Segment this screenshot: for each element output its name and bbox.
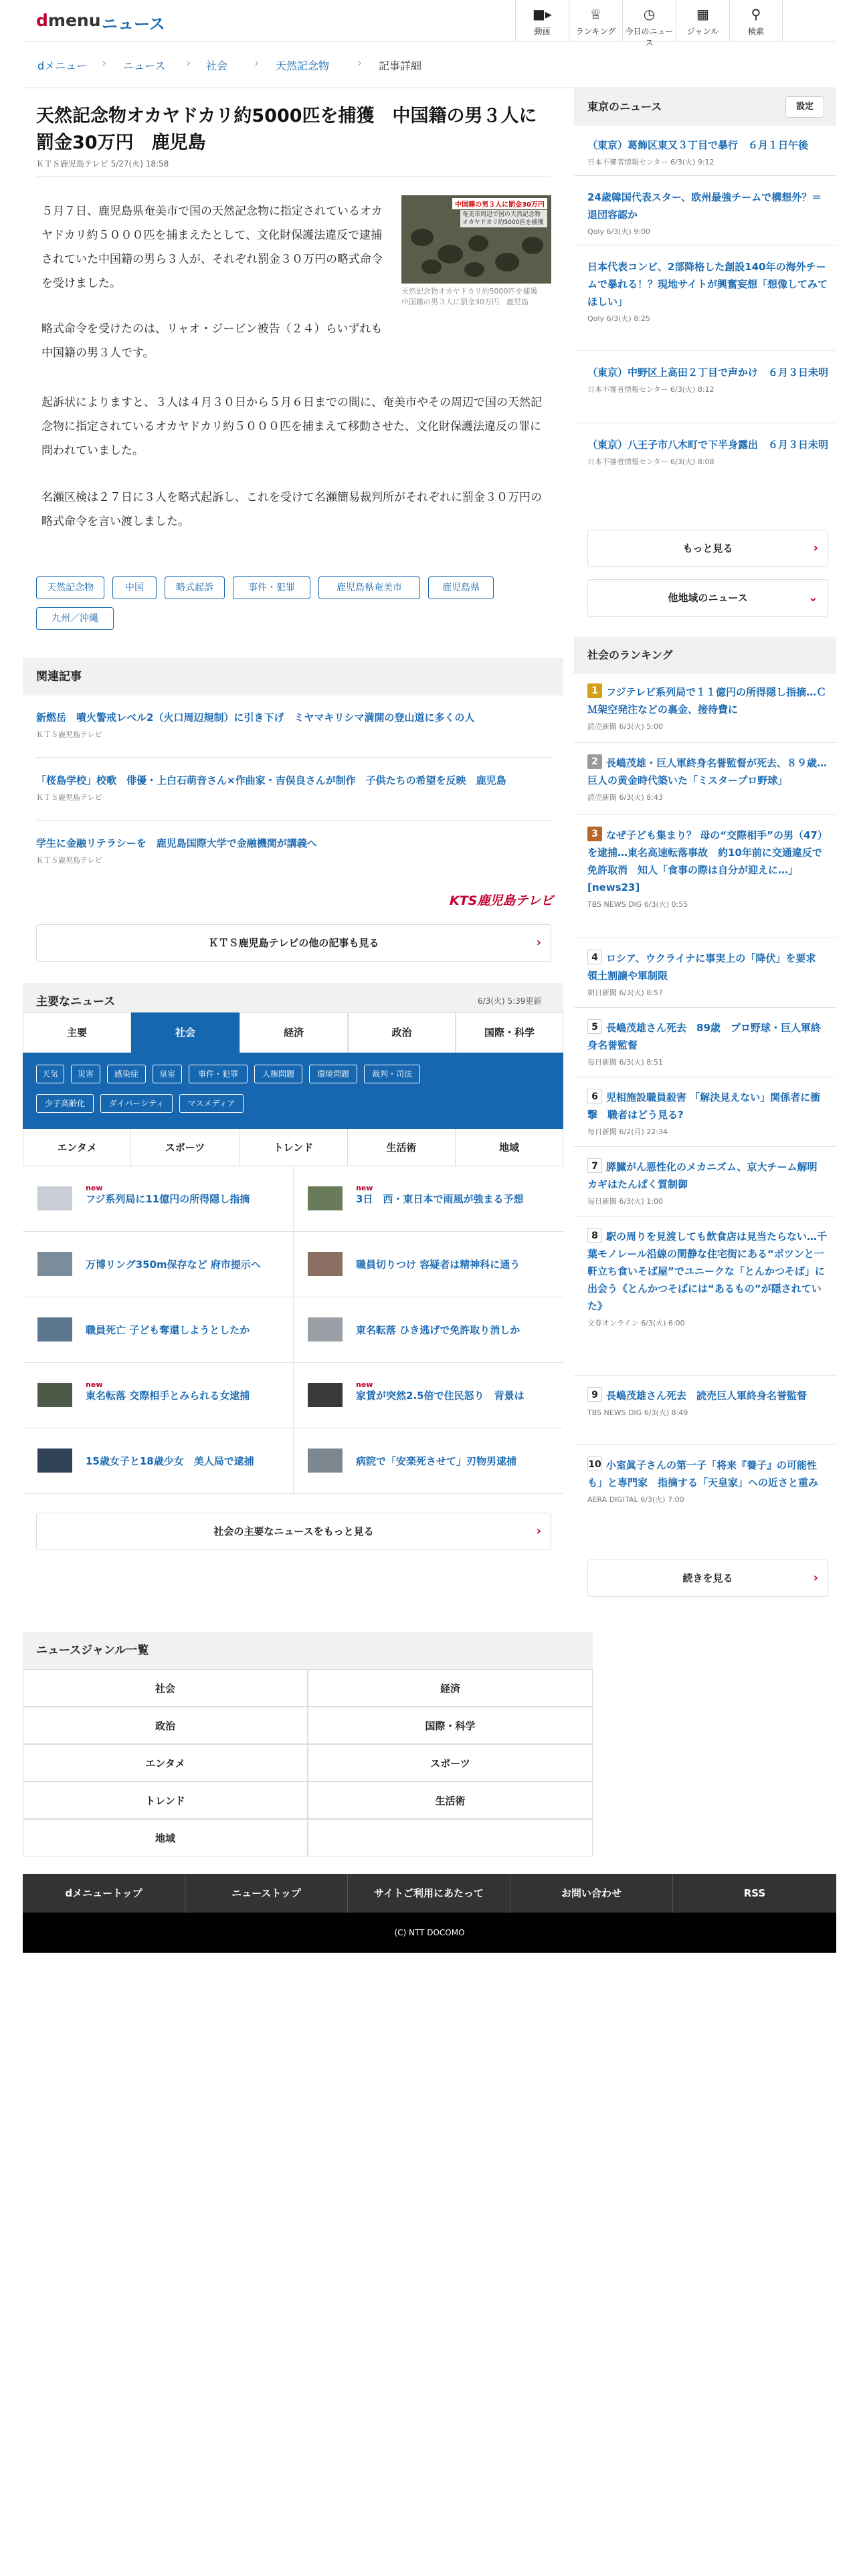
- article-photo[interactable]: [401, 195, 551, 284]
- divider: [574, 175, 836, 176]
- nav-search[interactable]: ⚲ 検索: [729, 0, 783, 41]
- article-title: 天然記念物オカヤドカリ約5000匹を捕獲 中国籍の男３人に罰金30万円 鹿児島: [36, 106, 537, 153]
- tab-main[interactable]: 主要: [23, 1012, 131, 1053]
- news-thumbnail: [308, 1317, 343, 1341]
- photo-shell: [495, 253, 519, 272]
- news-item[interactable]: new フジ系列局に11億円の所得隠し指摘: [23, 1166, 293, 1232]
- tab-entertainment[interactable]: エンタメ: [23, 1129, 131, 1166]
- news-thumbnail: [308, 1383, 343, 1407]
- nav-genre[interactable]: ▦ ジャンル: [676, 0, 729, 41]
- genre-entertainment[interactable]: エンタメ: [23, 1744, 308, 1782]
- trophy-icon: ♕: [589, 6, 602, 22]
- tokyo-news-item[interactable]: 日本代表コンビ、2部降格した創設140年の海外チームで暴れる！？現地サイトが興奮妄想「想像してみてほしい」 Qoly 6/3(火) 8:25: [587, 261, 828, 323]
- major-news-updated: 6/3(火) 5:39更新: [478, 996, 542, 1006]
- kts-logo: KTS鹿児島テレビ: [450, 893, 553, 908]
- photo-shell: [468, 235, 488, 251]
- ranking-item[interactable]: 5 長嶋茂雄さん死去 89歳 プロ野球・巨人軍終身名誉監督 毎日新聞 6/3(火) 8:51: [587, 1019, 830, 1067]
- chevron-right-icon: ›: [813, 1571, 818, 1585]
- photo-overlay-subtitle: 奄美市周辺で国の天然記念物オカヤドカリ約5000匹を捕獲: [460, 210, 547, 227]
- chip-imperial[interactable]: 皇室: [153, 1065, 182, 1083]
- related-item[interactable]: 新燃岳 噴火警戒レベル2（火口周辺規制）に引き下げ ミヤマキリシマ満開の登山道に多くの人 ＫＴＳ鹿児島テレビ: [36, 712, 475, 739]
- genre-economy[interactable]: 経済: [308, 1669, 593, 1707]
- dmenu-logo[interactable]: dmenu: [36, 11, 101, 30]
- news-item[interactable]: new 家賃が突然2.5倍で住民怒り 背景は: [293, 1363, 563, 1428]
- tag-china[interactable]: 中国: [112, 576, 157, 599]
- chevron-right-icon: ›: [357, 56, 363, 70]
- genre-list-heading: ニュースジャンル一覧: [23, 1632, 593, 1669]
- copyright: (C) NTT DOCOMO: [23, 1913, 836, 1953]
- tag-crime[interactable]: 事件・犯罪: [233, 576, 310, 599]
- genre-empty: [308, 1819, 593, 1856]
- chip-infection[interactable]: 感染症: [107, 1065, 146, 1083]
- news-thumbnail: [308, 1448, 343, 1473]
- photo-caption: 天然記念物オカヤドカリ約5000匹を捕獲 中国籍の男３人に罰金30万円 鹿児島: [401, 287, 545, 306]
- rank-number: 5: [587, 1019, 602, 1034]
- tokyo-more-button[interactable]: もっと見る ›: [587, 530, 828, 567]
- clock-icon: ◷: [643, 6, 656, 22]
- breadcrumb-current: 記事詳細: [379, 60, 422, 72]
- ranking-item[interactable]: 3 なぜ子ども集まり？ 母の“交際相手”の男（47）を逮捕…東名高速転落事故 約10年前に交通違反で免許取消 知人「食事の際は自分が迎えに…」[news23] TBS NEWS DIG 6/3(火) 0:55: [587, 827, 830, 909]
- breadcrumb-natural-monument[interactable]: 天然記念物: [276, 60, 330, 72]
- news-item[interactable]: 東名転落 ひき逃げで免許取り消しか: [293, 1297, 563, 1363]
- footer-rss[interactable]: RSS: [743, 1887, 766, 1899]
- chip-mass-media[interactable]: マスメディア: [179, 1094, 244, 1113]
- news-item[interactable]: 15歳女子と18歳少女 美人局で逮捕: [23, 1428, 293, 1494]
- other-region-dropdown[interactable]: 他地域のニュース ⌄: [587, 579, 828, 617]
- ranking-more-button[interactable]: 続きを見る ›: [587, 1560, 828, 1597]
- more-from-kts-button[interactable]: ＫＴＳ鹿児島テレビの他の記事も見る ›: [36, 924, 551, 962]
- chevron-right-icon: ›: [536, 936, 541, 950]
- related-item[interactable]: 学生に金融リテラシーを 鹿児島国際大学で金融機関が講義へ ＫＴＳ鹿児島テレビ: [36, 837, 317, 865]
- news-thumbnail: [308, 1252, 343, 1276]
- tab-society[interactable]: 社会: [131, 1012, 240, 1053]
- chip-crime[interactable]: 事件・犯罪: [189, 1065, 248, 1083]
- rank-number: 6: [587, 1089, 602, 1103]
- photo-shell: [464, 262, 484, 277]
- breadcrumb: [23, 41, 836, 88]
- rank-number: 1: [587, 683, 602, 698]
- chevron-right-icon: ›: [813, 541, 818, 555]
- tag-amami[interactable]: 鹿児島県奄美市: [318, 576, 420, 599]
- tab-politics[interactable]: 政治: [348, 1012, 456, 1053]
- photo-shell: [438, 245, 463, 263]
- chevron-right-icon: ›: [102, 56, 107, 70]
- rank-number: 10: [587, 1457, 602, 1471]
- divider: [574, 1375, 836, 1376]
- tag-kyushu-okinawa[interactable]: 九州／沖縄: [36, 607, 114, 630]
- genre-sports[interactable]: スポーツ: [308, 1744, 593, 1782]
- tokyo-news-item[interactable]: （東京）中野区上高田２丁目で声かけ ６月３日未明 日本不審者情報センター 6/3(火) 8:12: [587, 366, 829, 394]
- rank-number: 9: [587, 1387, 602, 1402]
- article-paragraph: 名瀬区検は２７日に３人を略式起訴し、これを受けて名瀬簡易裁判所がそれぞれに罰金３０万円の略式命令を言い渡しました。: [41, 491, 542, 528]
- chip-aging[interactable]: 少子高齢化: [36, 1094, 94, 1113]
- tokyo-news-item[interactable]: （東京）葛飾区東又３丁目で暴行 ６月１日午後 日本不審者情報センター 6/3(火) 9:12: [587, 139, 809, 167]
- footer-nav: [23, 1874, 836, 1913]
- footer-dmenu-top[interactable]: dメニュートップ: [23, 1874, 185, 1913]
- genre-region[interactable]: 地域: [23, 1819, 308, 1856]
- news-item[interactable]: 万博リング350m保存など 府市提示へ: [23, 1232, 293, 1297]
- video-camera-icon: ■▸: [533, 6, 552, 22]
- breadcrumb-society[interactable]: 社会: [206, 60, 228, 72]
- divider: [574, 1444, 836, 1445]
- chevron-right-icon: ›: [186, 56, 191, 70]
- chevron-down-icon: ⌄: [807, 591, 818, 605]
- chip-human-rights[interactable]: 人権問題: [254, 1065, 302, 1083]
- search-icon: ⚲: [751, 6, 761, 22]
- news-item[interactable]: 病院で「安楽死させて」刃物男逮捕: [293, 1428, 563, 1494]
- footer-terms[interactable]: サイトご利用にあたって: [348, 1874, 510, 1913]
- news-thumbnail: [37, 1252, 72, 1276]
- ranking-item[interactable]: 9 長嶋茂雄さん死去 読売巨人軍終身名誉監督 TBS NEWS DIG 6/3(火) 8:49: [587, 1387, 830, 1418]
- genre-international[interactable]: 国際・科学: [308, 1707, 593, 1744]
- new-badge: new: [356, 1380, 373, 1389]
- tag-kagoshima[interactable]: 鹿児島県: [428, 576, 494, 599]
- related-item[interactable]: 「桜島学校」校歌 俳優・上白石萌音さん×作曲家・吉俣良さんが制作 子供たちの希望を反映 鹿児島 ＫＴＳ鹿児島テレビ: [36, 774, 506, 802]
- tag-summary-indictment[interactable]: 略式起訴: [165, 576, 225, 599]
- tab-trend[interactable]: トレンド: [240, 1129, 348, 1166]
- news-item[interactable]: new 3日 西・東日本で雨風が強まる予想: [293, 1166, 563, 1232]
- article-paragraph: 略式命令を受けたのは、リャオ・ジービン被告（２４）らいずれも中国籍の男３人です。: [41, 322, 383, 360]
- ranking-item[interactable]: 10 小室眞子さんの第一子「将来『養子』の可能性も」と専門家 指摘する「天皇家」への近さと重み AERA DIGITAL 6/3(火) 7:00: [587, 1457, 830, 1505]
- news-item[interactable]: 職員切りつけ 容疑者は精神科に通う: [293, 1232, 563, 1297]
- chip-weather[interactable]: 天気: [36, 1065, 64, 1083]
- news-thumbnail: [37, 1448, 72, 1473]
- new-badge: new: [86, 1184, 103, 1192]
- news-thumbnail: [37, 1186, 72, 1210]
- chevron-right-icon: ›: [254, 56, 260, 70]
- ranking-heading: 社会のランキング: [574, 637, 836, 674]
- divider: [36, 757, 551, 758]
- rank-number: 3: [587, 827, 602, 841]
- genre-trend[interactable]: トレンド: [23, 1782, 308, 1819]
- new-badge: new: [356, 1184, 373, 1192]
- more-society-news-button[interactable]: 社会の主要なニュースをもっと見る ›: [36, 1513, 551, 1550]
- article-paragraph: ５月７日、鹿児島県奄美市で国の天然記念物に指定されているオカヤドカリ約５０００匹を捕まえたとして、文化財保護法違反で逮捕されていた中国籍の男ら３人が、それぞれ罰金３０万円の略式命令を受けました。: [41, 205, 383, 290]
- related-heading: 関連記事: [23, 658, 563, 695]
- divider: [36, 820, 551, 821]
- footer-contact[interactable]: お問い合わせ: [510, 1874, 673, 1913]
- photo-shell: [421, 259, 442, 274]
- rank-number: 7: [587, 1158, 602, 1173]
- news-thumbnail: [37, 1383, 72, 1407]
- major-news-heading: 主要なニュース: [23, 983, 563, 1021]
- genre-politics[interactable]: 政治: [23, 1707, 308, 1744]
- footer-news-top[interactable]: ニューストップ: [185, 1874, 348, 1913]
- chip-environment[interactable]: 環境問題: [309, 1065, 357, 1083]
- page: [23, 0, 836, 2576]
- photo-shell: [522, 237, 543, 254]
- society-subtopics: [23, 1053, 563, 1129]
- article-paragraph: 起訴状によりますと、３人は４月３０日から５月６日までの間に、奄美市やその周辺で国の天然記念物に指定されているオカヤドカリ約５０００匹を捕まえて移動させた、文化財保護法違反の罪に問われていました。: [41, 396, 542, 457]
- ranking-item[interactable]: 2 長嶋茂雄・巨人軍終身名誉監督が死去、８９歳…巨人の黄金時代築いた「ミスタープロ野球」 読売新聞 6/3(火) 8:43: [587, 754, 830, 802]
- tokyo-news-heading: 東京のニュース 設定: [574, 88, 836, 126]
- tag-natural-monument[interactable]: 天然記念物: [36, 576, 104, 599]
- nav-today[interactable]: ◷ 今日のニュース: [622, 0, 676, 41]
- site-header: [23, 0, 836, 47]
- news-item[interactable]: 職員死亡 子ども奪還しようとしたか: [23, 1297, 293, 1363]
- news-item[interactable]: new 東名転落 交際相手とみられる女逮捕: [23, 1363, 293, 1428]
- genre-society[interactable]: 社会: [23, 1669, 308, 1707]
- ranking-item[interactable]: 6 児相施設職員殺害 「解決見えない」関係者に衝撃 職者はどう見る? 毎日新聞 6/2(月) 22:34: [587, 1089, 830, 1137]
- photo-shell: [411, 229, 434, 246]
- tab-lifestyle[interactable]: 生活術: [348, 1129, 456, 1166]
- tab-international[interactable]: 国際・科学: [456, 1012, 563, 1053]
- tokyo-news-item[interactable]: （東京）八王子市八木町で下半身露出 ６月３日未明 日本不審者情報センター 6/3(火) 8:08: [587, 439, 829, 466]
- chip-disaster[interactable]: 災害: [71, 1065, 100, 1083]
- photo-overlay-headline: 中国籍の男３人に罰金30万円: [452, 198, 547, 209]
- rank-number: 4: [587, 950, 602, 964]
- settings-button[interactable]: 設定: [785, 96, 824, 118]
- rank-number: 2: [587, 754, 602, 769]
- divider: [574, 742, 836, 743]
- ranking-item[interactable]: 7 膵臓がん悪性化のメカニズム、京大チーム解明 カギはたんぱく質制御 毎日新聞 6/3(火) 1:00: [587, 1158, 830, 1206]
- news-section-title[interactable]: ニュース: [102, 15, 165, 33]
- breadcrumb-dmenu[interactable]: dメニュー: [37, 60, 88, 72]
- news-thumbnail: [308, 1186, 343, 1210]
- new-badge: new: [86, 1380, 103, 1389]
- article-source: ＫＴＳ鹿児島テレビ 5/27(火) 18:58: [36, 159, 169, 169]
- divider: [574, 350, 836, 351]
- breadcrumb-news[interactable]: ニュース: [123, 60, 166, 72]
- grid-icon: ▦: [696, 6, 709, 22]
- tab-economy[interactable]: 経済: [240, 1012, 348, 1053]
- tab-sports[interactable]: スポーツ: [131, 1129, 240, 1166]
- nav-video[interactable]: ■▸ 動画: [515, 0, 569, 41]
- chevron-right-icon: ›: [536, 1524, 541, 1538]
- news-thumbnail: [37, 1317, 72, 1341]
- ranking-item[interactable]: 8 駅の周りを見渡しても飲食店は見当たらない…千葉モノレール沿線の閑静な住宅街にある“ポツンと一軒立ち食いそば屋”でユニークな「とんかつそば」に出会う《とんかつそばには“あるもの”が隠されていた》 文春オンライン 6/3(火) 6:00: [587, 1228, 830, 1328]
- tokyo-news-item[interactable]: 24歳韓国代表スター、欧州最強チームで構想外？＝退団容認か Qoly 6/3(火) 9:00: [587, 191, 822, 236]
- ranking-item[interactable]: 4 ロシア、ウクライナに事実上の「降伏」を要求 領土割譲や軍制限 朝日新聞 6/3(火) 8:57: [587, 950, 830, 998]
- tab-region[interactable]: 地域: [456, 1129, 563, 1166]
- divider: [574, 1007, 836, 1008]
- rank-number: 8: [587, 1228, 602, 1243]
- divider: [574, 1146, 836, 1147]
- genre-lifestyle[interactable]: 生活術: [308, 1782, 593, 1819]
- chip-justice[interactable]: 裁判・司法: [364, 1065, 420, 1083]
- ranking-item[interactable]: 1 フジテレビ系列局で１１億円の所得隠し指摘…ＣＭ架空発注などの裏金、接待費に 読売新聞 6/3(火) 5:00: [587, 683, 830, 732]
- nav-ranking[interactable]: ♕ ランキング: [569, 0, 622, 41]
- chip-diversity[interactable]: ダイバーシティ: [100, 1094, 173, 1113]
